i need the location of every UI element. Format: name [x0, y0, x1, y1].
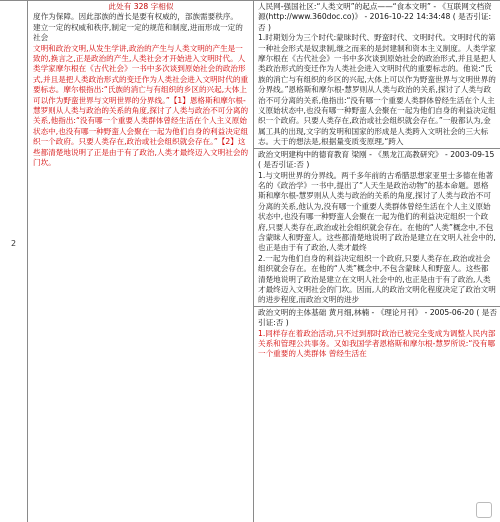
row-number: 2: [10, 239, 17, 248]
row-number-column: [0, 1, 28, 522]
similarity-header: 此处有 328 字相似: [108, 2, 174, 11]
source-3-title[interactable]: 政治文明的主体基础 黄月细,林楠 - 《理论月刊》 - 2005-06-20 ( 是否引证:否 ): [258, 307, 497, 328]
source-block-1: [254, 1, 500, 149]
source-paragraph-2: 建立一定的权威和秩序,制定一定的规范和制度,进而形成一定的社会: [33, 22, 243, 43]
source-text-column: [28, 1, 254, 522]
source-paragraph-1: 度作为保障。因此部族的酋长是要有权威的，部族需要秩序。: [33, 12, 239, 22]
matched-sources-column: [254, 1, 500, 522]
source-block-3: [254, 307, 500, 360]
source-1-title[interactable]: 人民网-强国社区:“人类文明”的起点——“食本文明” - 《互联网文档资源(http://www.360doc.co)》 - 2016-10-22 14:34:48 ( 是否引证:否 ): [258, 2, 492, 32]
source-3-text: 1.同样存在着政治活动,只不过到那时政治已被完全变成为调整人民内部关系和管理公共事务。又如我国学者恩格斯和摩尔根-慧罗所说:“没有哪一个重要的人类群体 曾经生活在: [258, 328, 496, 359]
source-matched-text: 文明和政治文明,从发生学讲,政治的产生与人类文明的产生是一致的,换言之,正是政治的产生,人类社会才开始进入文明时代。人类学家摩尔根在《古代社会》一书中多次谈到原始社会的政治形式,并且是把人类政治形式的变迁作为人类社会进入文明时代的重要标志。摩尔根指出:“氏族的消亡与有组织的乡区的兴起,大体上可以作为野蛮世界与文明世界的分界线。”【1】恩格斯和摩尔根-慧罗则从人类与政治的关系的角度,探讨了人类与政治不可分离的关系,他指出:“没有哪一个重要人类群体曾经生活在个人主义原始状态中,也没有哪一种野蛮人会聚在一起为他们自身的利益决定组织一个政府。只要人类存在,政治或社会组织就会存在。”【2】这些都清楚地说明了正是由于有了政治,人类才最终迈入文明社会的门坎。: [33, 43, 249, 168]
source-2-text: 1.与文明世界的分界线。两千多年前的古希腊思想家亚里士多德在他著名的《政治学》一书中,提出了“人天生是政治动物”的基本命题。恩格斯和摩尔根-慧罗则从人类与政治的关系的角度,探讨了人类与政治不可分离的关系,他认为,没有哪一个重要人类群体曾经生活在个人主义原始状态中,也没有哪一种野蛮人会聚在一起为他们的利益决定组织一个政府,只要人类存在,政治或社会组织就会存在。在他的“人类”概念中,不包含蒙昧人和野蛮人。这些都清楚地说明了政治是建立在文明人社会中的,也正是由于有了政治,人类才最终: [258, 170, 496, 253]
source-block-2: [254, 149, 500, 307]
source-2-title[interactable]: 政治文明建构中的德育教育 梁刚 - 《黑龙江高教研究》 - 2003-09-15 ( 是否引证:否 ): [258, 149, 495, 170]
source-1-text: 1.时期划分为三个时代:蒙昧时代、野蛮时代、文明时代。文明时代的第一种社会形式是奴隶制,继之而来的是封建制和资本主义制度。人类学家摩尔根在《古代社会》一书中多次谈到原始社会的政治形式,并且是把人类政治形式的变迁作为人类社会进入文明时代的重要标志的。他说:“氏族的消亡与有组织的乡区的兴起,大体上可以作为野蛮世界与文明世界的分界线。”恩格斯和摩尔根-慧罗则从人类与政治的关系,探讨了人类与政治不可分离的关系,他指出:“没有哪一个重要人类群体曾经生活在个人主义原始状态中,也没有哪一种野蛮人会聚在一起为他们自身的利益决定组织一个政府。只要人类存在,政治或社会组织就会存在。”一般都认为,金属工具的出现,文字的发明和国家的形成是人类跨入文明社会的三大标志。大于的想法是,根据量变质变原理,“跨入: [258, 33, 496, 147]
watermark-icon: [476, 502, 492, 518]
source-2-text-2: 2.一起为他们自身的利益决定组织一个政府,只要人类存在,政治或社会组织就会存在。在他的“人类”概念中,不包含蒙昧人和野蛮人。这些都清楚地说明了政治是建立在文明人社会中的,也正是由于有了政治,人类才最终迈入文明社会的门坎。因而,人的政治文明化程度决定了政治文明的进步程度,而政治文明的进步: [258, 253, 496, 305]
